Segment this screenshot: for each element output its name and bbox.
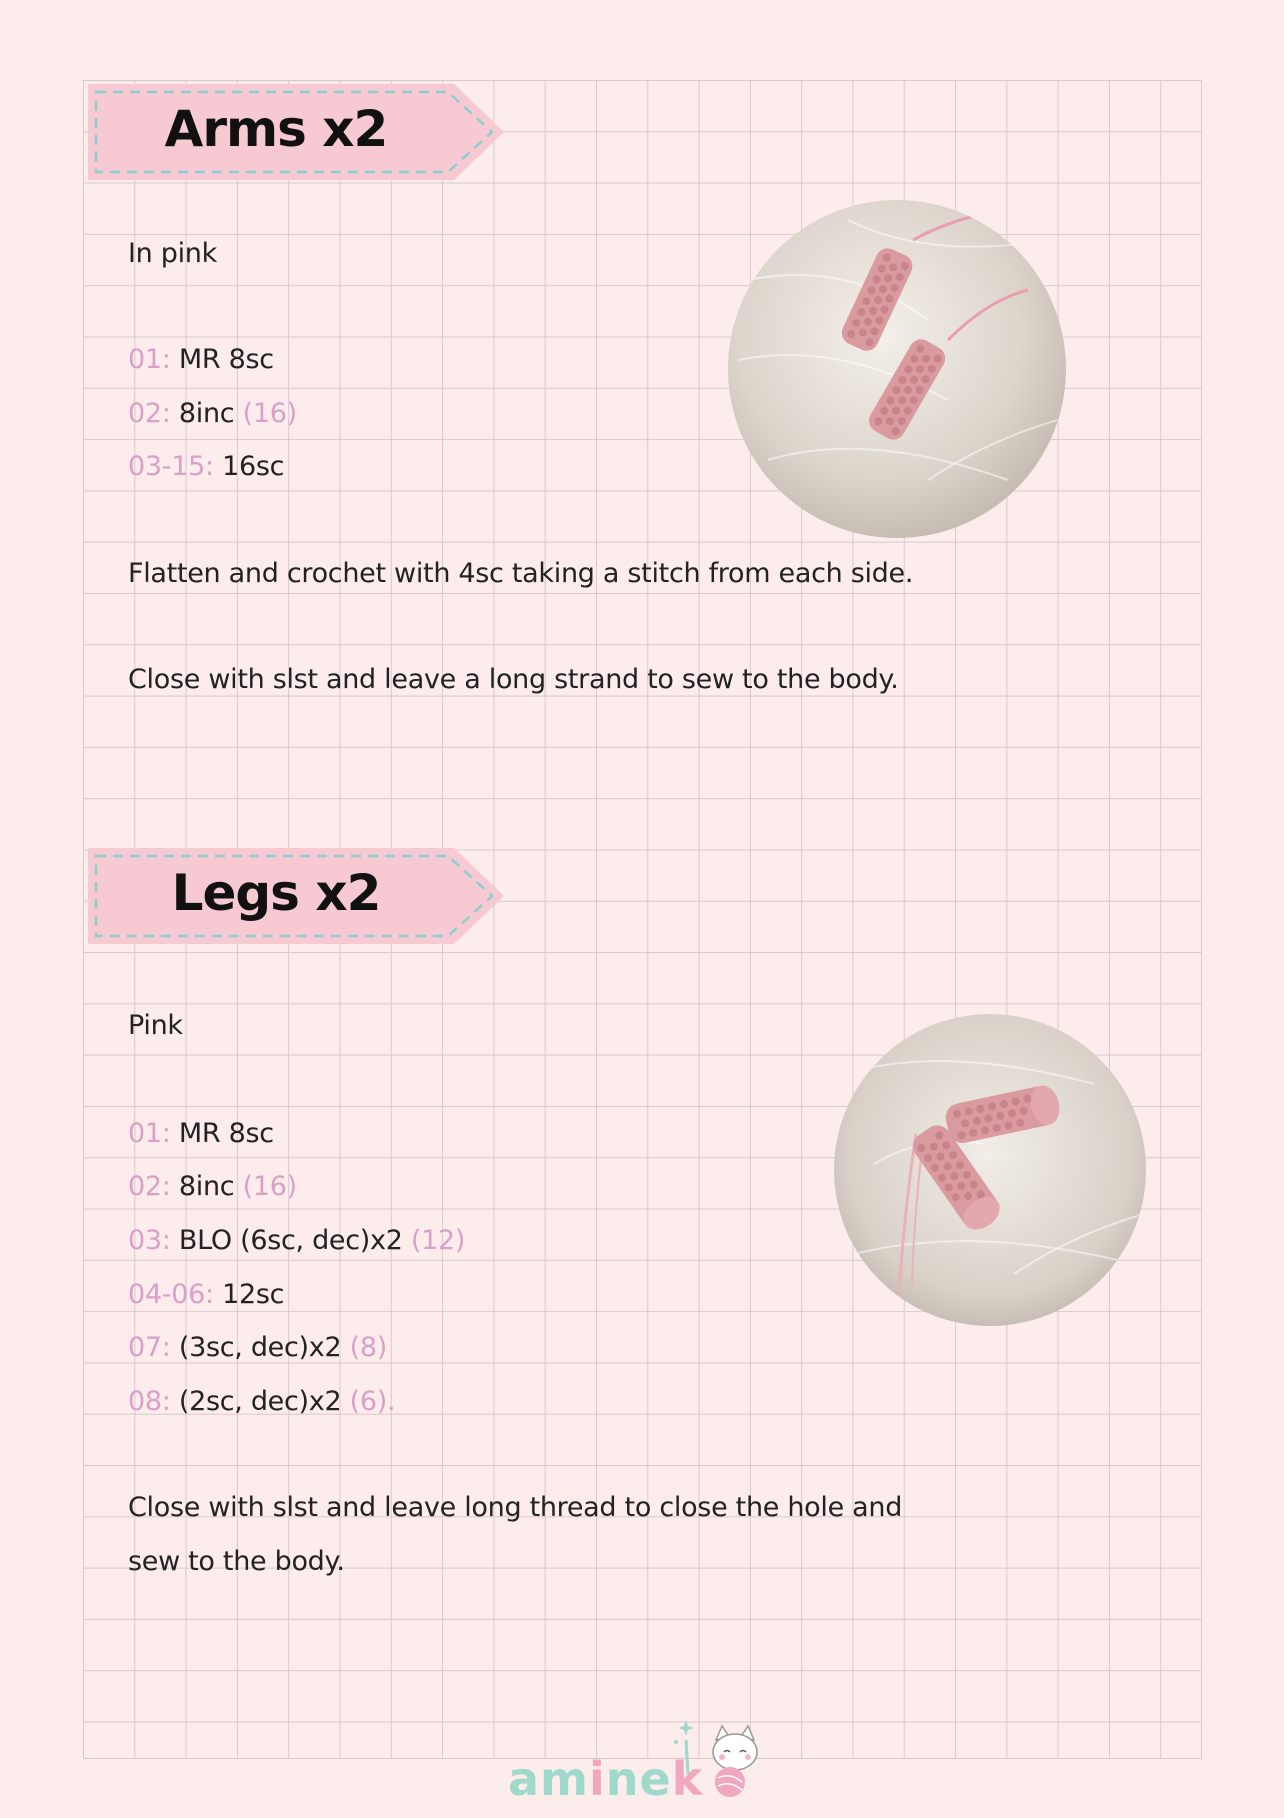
arms-note-1: Flatten and crochet with 4sc taking a stitch from each side.	[128, 558, 914, 589]
round-number: 01	[128, 1118, 162, 1149]
round-number: 07	[128, 1332, 162, 1363]
round-instruction: MR 8sc	[178, 344, 274, 375]
round-number: 03-15	[128, 451, 205, 482]
legs-photo	[834, 1014, 1146, 1326]
round-instruction: (2sc, dec)x2	[178, 1386, 342, 1417]
legs-round-6: 08: (2sc, dec)x2 (6).	[128, 1386, 396, 1417]
round-number: 01	[128, 344, 162, 375]
arms-round-3: 03-15: 16sc	[128, 451, 285, 482]
stitch-count: (16)	[242, 398, 297, 429]
legs-title-banner	[86, 846, 496, 944]
round-instruction: MR 8sc	[178, 1118, 274, 1149]
round-instruction: (3sc, dec)x2	[178, 1332, 342, 1363]
round-number: 04-06	[128, 1279, 205, 1310]
legs-round-1: 01: MR 8sc	[128, 1118, 274, 1149]
round-number: 08	[128, 1386, 162, 1417]
stitch-count: (16)	[242, 1171, 297, 1202]
legs-title: Legs x2	[171, 864, 381, 922]
aminek-logo	[508, 1712, 788, 1806]
logo-wordmark: aminek	[508, 1752, 704, 1806]
logo-text	[508, 1752, 703, 1806]
stitch-count: (6).	[349, 1386, 396, 1417]
arms-round-2: 02: 8inc (16)	[128, 398, 297, 429]
round-number: 02	[128, 1171, 162, 1202]
round-instruction: 8inc	[178, 1171, 235, 1202]
round-instruction: 8inc	[178, 398, 235, 429]
legs-round-3: 03: BLO (6sc, dec)x2 (12)	[128, 1225, 466, 1256]
arms-photo	[728, 200, 1066, 538]
legs-color-note: Pink	[128, 1010, 183, 1041]
legs-note-line-2: sew to the body.	[128, 1546, 345, 1577]
round-instruction: BLO (6sc, dec)x2	[178, 1225, 403, 1256]
round-number: 03	[128, 1225, 162, 1256]
round-instruction: 12sc	[222, 1279, 285, 1310]
arms-title-banner	[86, 82, 496, 180]
arms-round-1: 01: MR 8sc	[128, 344, 274, 375]
legs-round-4: 04-06: 12sc	[128, 1279, 285, 1310]
round-instruction: 16sc	[222, 451, 285, 482]
arms-color-note: In pink	[128, 238, 217, 269]
stitch-count: (8)	[349, 1332, 387, 1363]
legs-round-2: 02: 8inc (16)	[128, 1171, 297, 1202]
arms-note-2: Close with slst and leave a long strand to sew to the body.	[128, 664, 899, 695]
stitch-count: (12)	[410, 1225, 466, 1256]
arms-title: Arms x2	[164, 100, 388, 158]
round-number: 02	[128, 398, 162, 429]
legs-note-line-1: Close with slst and leave long thread to close the hole and	[128, 1492, 903, 1523]
legs-round-5: 07: (3sc, dec)x2 (8)	[128, 1332, 387, 1363]
